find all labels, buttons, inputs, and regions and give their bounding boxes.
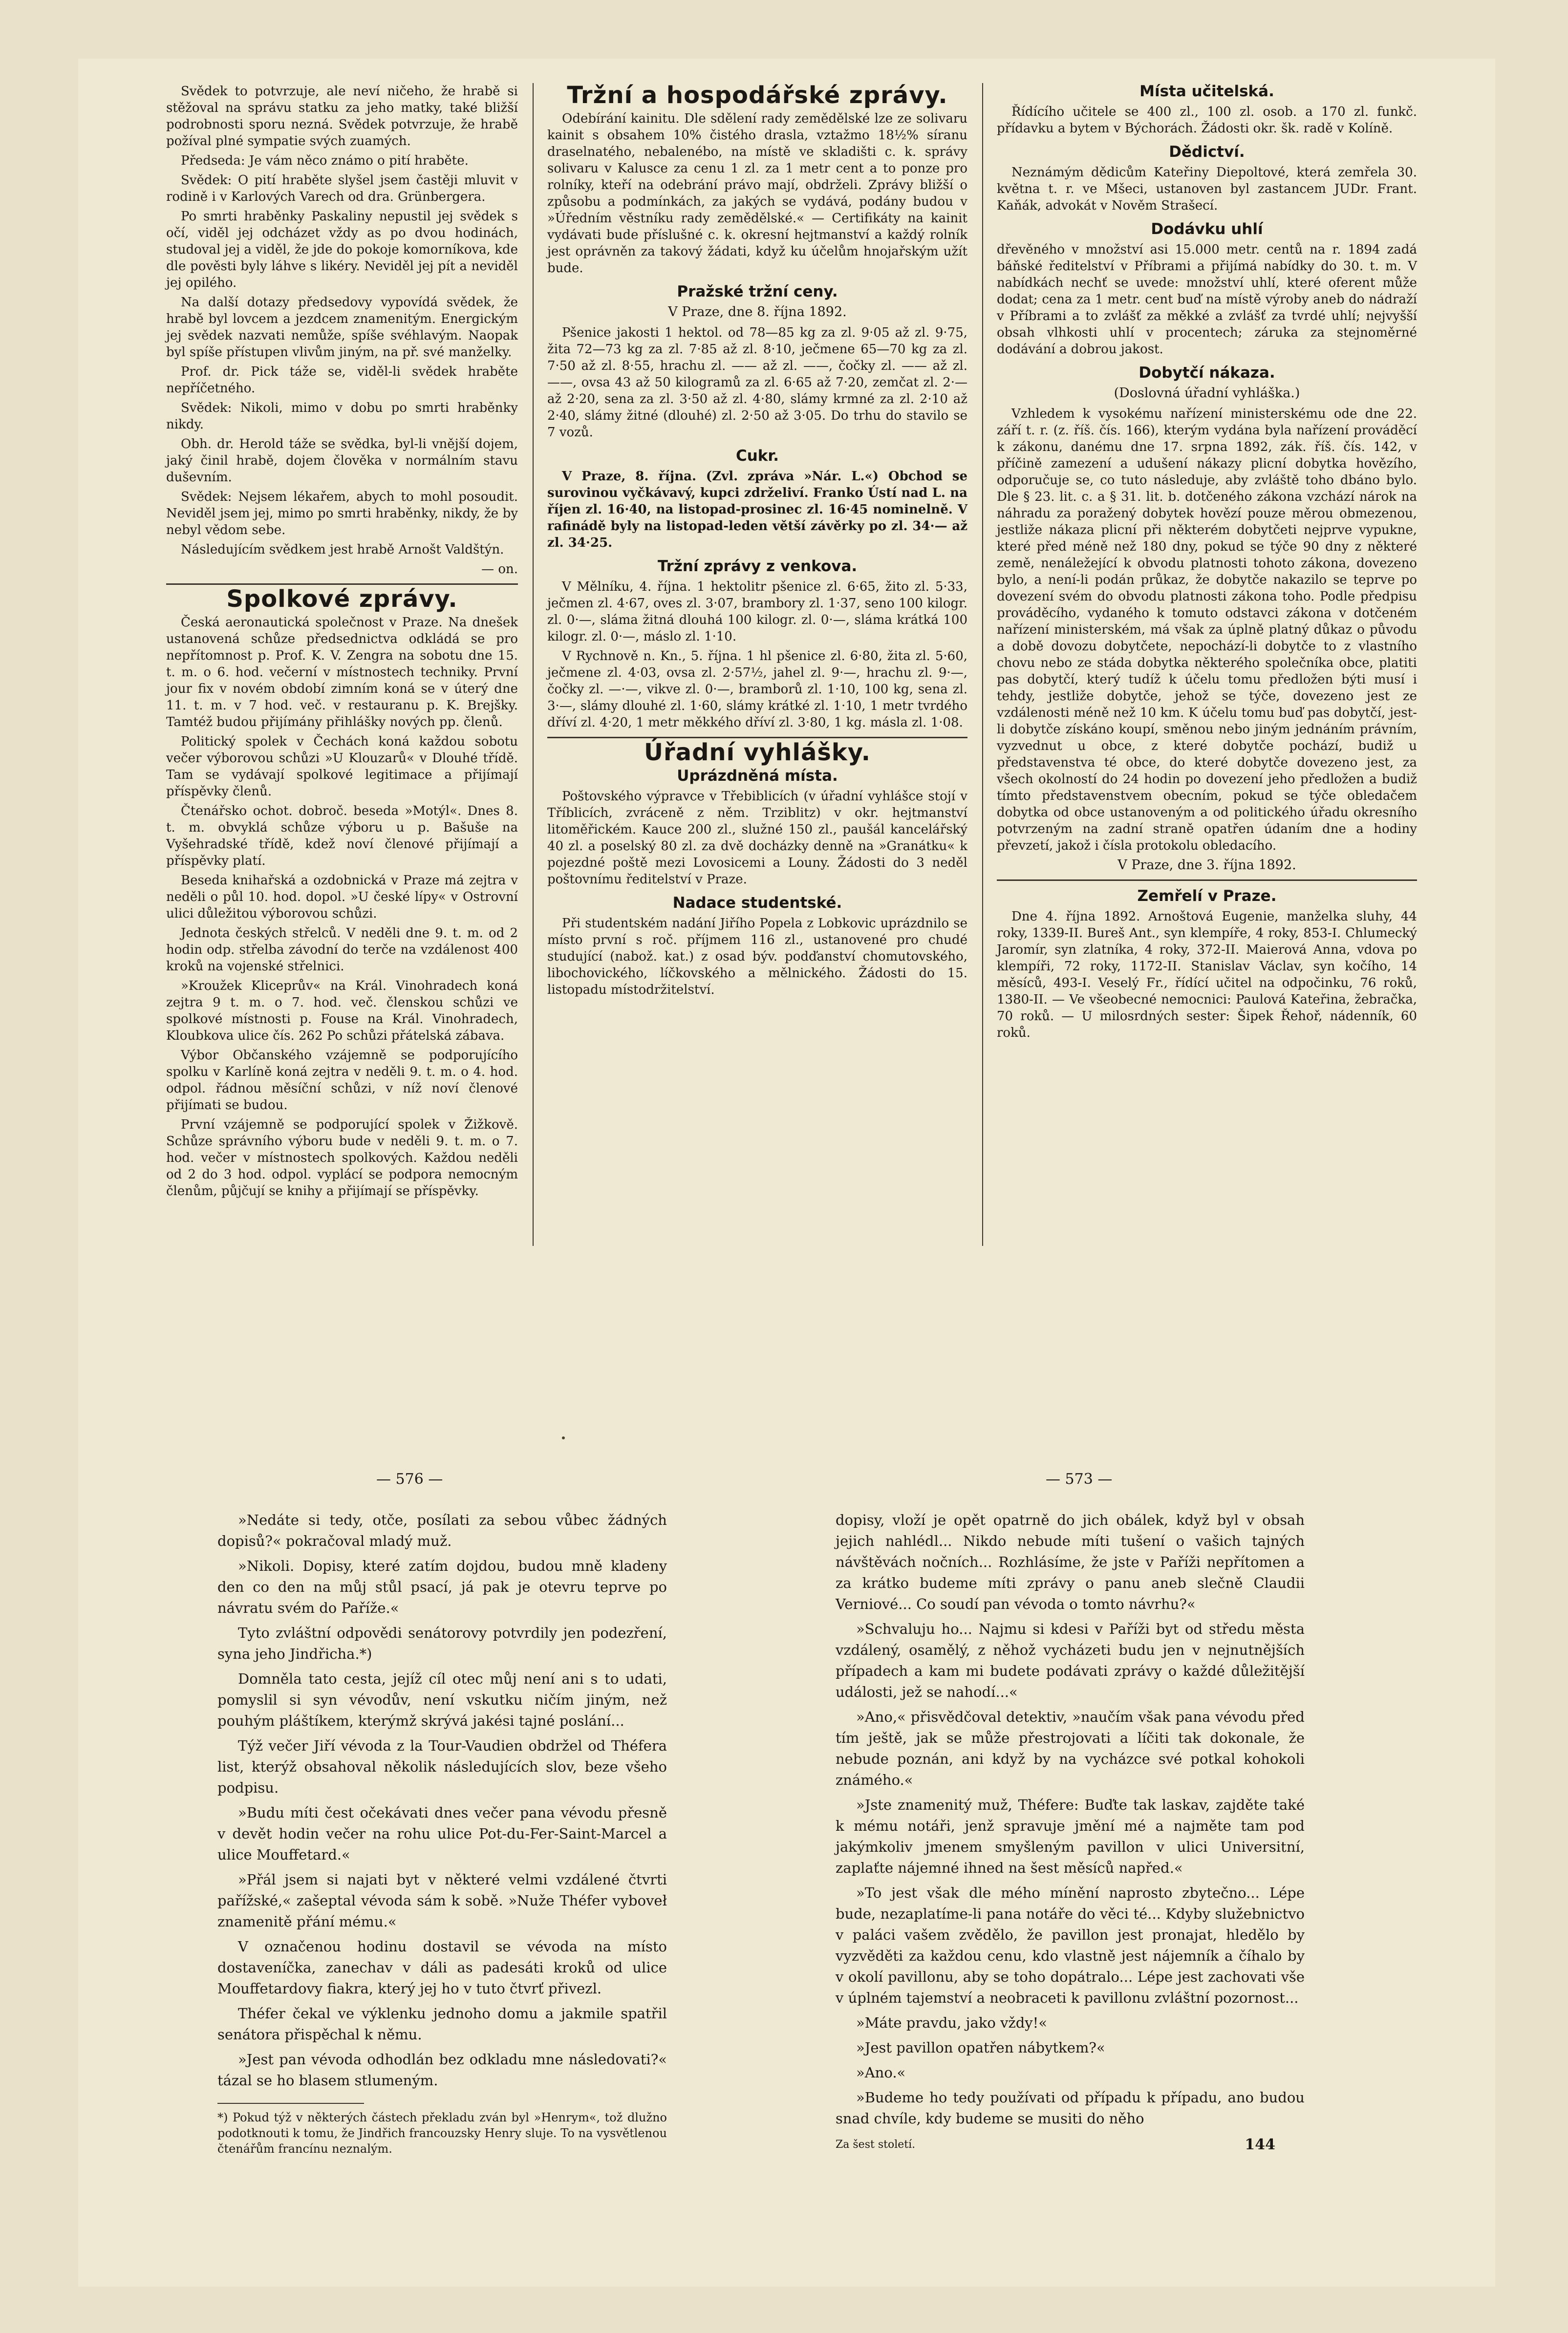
subheading: Dodávku uhlí <box>1151 220 1263 238</box>
paragraph: »Kroužek Kliceprův« na Král. Vinohradech koná zejtra 9 t. m. o 7. hod. več. členskou schůzi ve spolkové místnosti p. Fouse na Král. Vinohradech, Kloubkova ulice čís. 262 Po schůzi přátelská zábava. <box>166 979 518 1043</box>
paragraph: Obh. dr. Herold táže se svědka, byl-li vnější dojem, jaký činil hrabě, dojem člověka v normálním stavu duševním. <box>166 437 518 485</box>
paragraph: V Rychnově n. Kn., 5. října. 1 hl pšenice zl. 6·80, žita zl. 5·60, ječmene zl. 4·03, ovsa zl. 2·57½, jahel zl. 9·—, hrachu zl. 9·—, čočky zl. —·—, vikve zl. 0·—, bramborů zl. 1·10, 100 kg, sena zl. 3·—, slámy dlouhé zl. 1·60, slámy krátké zl. 1·10, 1 metr tvrdého dříví zl. 4·20, 1 metr měkkého dříví zl. 3·80, 1 kg. másla zl. 1·08. <box>547 649 967 730</box>
paragraph: Neznámým dědicům Kateřiny Diepoltové, která zemřela 30. května t. r. ve Mšeci, ustanoven byl zastancem JUDr. Frant. Kaňák, advokát v Nověm Strašecí. <box>997 165 1417 213</box>
paragraph: Týž večer Jiří vévoda z la Tour-Vaudien obdržel od Théfera list, kterýž obsahoval několik následujících slov, beze všeho podpisu. <box>217 1737 667 1796</box>
paragraph: Následujícím svědkem jest hrabě Arnošt Valdštýn. <box>181 542 504 557</box>
sheet-number: 144 <box>1245 2136 1275 2153</box>
page-footer <box>836 2134 1305 2154</box>
subheading: Zemřelí v Praze. <box>1137 887 1277 905</box>
column-divider <box>982 83 983 1246</box>
paragraph: Pšenice jakosti 1 hektol. od 78—85 kg za zl. 9·05 až zl. 9·75, žita 72—73 kg za zl. 7·85 až zl. 8·10, ječmene 65—70 kg za zl. 7·50 až zl. 8·55, hrachu zl. —— až zl. ——, čočky zl. —— až zl. ——, ovsa 43 až 50 kilogramů za zl. 6·65 až 7·20, zemčat zl. 2·— až 2·20, sena za zl. 3·50 až zl. 4·80, slámy krmné za zl. 2·10 až 2·40, slámy žitné (dlouhé) zl. 2·50 až 3·05. Do trhu do stavilo se 7 vozů. <box>547 325 967 440</box>
section-title-uradni: Úřadní vyhlášky. <box>644 739 871 766</box>
paragraph: Svědek: O pití hraběte slyšel jsem častěji mluvit v rodině i v Karlových Varech od dra. Grünbergera. <box>166 173 518 204</box>
paragraph: dřevěného v množství asi 15.000 metr. centů na r. 1894 zadá báňské ředitelství v Příbrami a přijímá nabídky do 30. t. m. V nabídkách nechť se uvede: množství uhlí, které oferent může dodat; cena za 1 metr. cent buď na místě výroby aneb do nádraží v Příbrami a to zvlášť za měkké a zvlášť za tvrdé uhlí; nejvyšší obsah vlhkosti uhlí v procentech; záruka za stejnoměrné dodávání a dobrou jakost. <box>997 242 1417 357</box>
column-3 <box>997 83 1417 1044</box>
section-rule <box>166 583 518 585</box>
paragraph: dopisy, vloží je opět opatrně do jich obálek, když byl v obsah jejich nahlédl... Nikdo nebude míti tušení o vašich tajných návštěvách nočních... Rozhlásíme, že jste v Paříži nepřítomen a za krátko budeme míti zprávy o panu aneb slečně Claudii Verniové... Co soudí pan vévoda o tomto návrhu?« <box>836 1512 1305 1612</box>
subheading: Pražské tržní ceny. <box>677 283 838 300</box>
paragraph: »Ano,« přisvědčoval detektiv, »naučím však pana vévodu před tím ještě, jak se může přestrojovati a líčiti tak dokonale, že nebude poznán, ani když by na vycházce své potkal kohokoli známého.« <box>836 1709 1305 1788</box>
book-imprint: Za šest století. <box>836 2139 916 2151</box>
subheading: Nadace studentské. <box>672 894 842 912</box>
subheading: Uprázdněná místa. <box>677 767 838 785</box>
paragraph: Poštovského výpravce v Třebiblicích (v úřadní vyhlášce stojí v Tříblicích, zvráceně z něm. Trziblitz) v okr. hejtmanství litoměřickém. Kauce 200 zl., služné 150 zl., paušál kancelářský 40 zl. a poselský 80 zl. za dvě docházky denně na »Granátku« k pojezdné poště mezi Lovosicemi a Louny. Žádosti do 3 neděl poštovnímu ředitelství v Praze. <box>547 789 967 887</box>
section-rule <box>997 879 1417 881</box>
paragraph: Politický spolek v Čechách koná každou sobotu večer výborovou schůzi »U Klouzarů« v Dlouhé třídě. Tam se vydávají spolkové legitimace a přijímají příspěvky členů. <box>166 734 518 799</box>
column-2 <box>547 83 967 1001</box>
paragraph: Jednota českých střelců. V neděli dne 9. t. m. od 2 hodin odp. střelba závodní do terče na vzdálenost 400 kroků na vojenské střelnici. <box>166 926 518 974</box>
subheading: Cukr. <box>735 447 779 465</box>
paragraph: Řídícího učitele se 400 zl., 100 zl. osob. a 170 zl. funkč. přídavku a bytem v Býchorách. Žádosti okr. šk. radě v Kolíně. <box>997 105 1417 136</box>
paragraph: Předseda: Je vám něco známo o pití hraběte. <box>181 153 469 168</box>
paragraph: V Mělníku, 4. října. 1 hektolitr pšenice zl. 6·65, žito zl. 5·33, ječmen zl. 4·67, oves zl. 3·07, brambory zl. 1·37, seno 100 kilogr. zl. 0·—, sláma žitná dlouhá 100 kilogr. zl. 0·—, sláma krátká 100 kilogr. zl. 0·—, máslo zl. 1·10. <box>547 579 967 644</box>
paragraph: Po smrti hraběnky Paskaliny nepustil jej svědek s očí, viděl jej odcházet vždy as po dvou hodinách, studoval jej a viděl, že jde do pokoje komorníkova, kde dle pověsti byly láhve s likéry. Neviděl jej pít a neviděl jej opilého. <box>166 209 518 290</box>
paragraph: »Nedáte si tedy, otče, posílati za sebou vůbec žádných dopisů?« pokračoval mladý muž. <box>217 1512 667 1549</box>
paragraph: Na další dotazy předsedovy vypovídá svědek, že hrabě byl lovcem a jezdcem znamenitým. Energickým jej svědek nazvati nemůže, spíše svéhlavým. Naopak byl spíše přístupen vlivům jiným, na př. své manželky. <box>166 295 518 360</box>
paragraph: Česká aeronautická společnost v Praze. Na dnešek ustanovená schůze předsednictva odkládá se pro nepřítomnost p. Prof. K. V. Zengra na sobotu dne 15. t. m. o 6. hod. večerní v místnostech techniky. První jour fix v novém období zimním koná se v úterý dne 11. t. m. v 7 hod. več. v restauranu p. K. Brejšky. Tamtéž budou přijímány přihlášky nových pp. členů. <box>166 615 518 729</box>
paragraph: Domněla tato cesta, jejíž cíl otec můj není ani s to udati, pomyslil si syn vévodův, není vskutku ničím jiným, než pouhým pláštíkem, kterýmž skrývá jakési tajné poslání... <box>217 1670 667 1729</box>
paragraph: Dne 4. října 1892. Arnoštová Eugenie, manželka sluhy, 44 roky, 1339-II. Bureš Ant., syn klempíře, 4 roky, 853-I. Chlumecký Jaromír, syn zlatníka, 4 roky, 372-II. Maierová Anna, vdova po klempíři, 72 roky, 1172-II. Stanislav Václav, syn kočího, 14 měsíců, 493-I. Veselý Fr., řídící učitel na odpočinku, 76 roků, 1380-II. — Ve všeobecné nemocnici: Paulová Kateřina, žebračka, 70 roků. — U milosrdných sester: Šipek Řehoř, nádenník, 60 roků. <box>997 909 1417 1040</box>
page-number-left: — 576 — <box>376 1471 443 1488</box>
paragraph: Prof. dr. Pick táže se, viděl-li svědek hraběte nepříčetného. <box>166 364 518 396</box>
footnote: *) Pokud týž v některých částech překladu zván byl »Henrym«, tož dlužno podotknouti k tomu, že Jindřich francouzsky Henry sluje. To na vysvětlenou čtenářům francínu neznalým. <box>217 2111 667 2156</box>
paragraph: »Budu míti čest očekávati dnes večer pana vévodu přesně v devět hodin večer na rohu ulice Pot-du-Fer-Saint-Marcel a ulice Mouffetard.« <box>217 1804 667 1863</box>
section-title-trzni: Tržní a hospodářské zprávy. <box>567 82 948 109</box>
subheading: Tržní zprávy z venkova. <box>657 557 858 575</box>
paragraph: Výbor Občanského vzájemně se podporujícího spolku v Karlíně koná zejtra v neděli 9. t. m. o 4. hod. odpol. řádnou měsíční schůzi, v níž noví členové přijímati se budou. <box>166 1048 518 1113</box>
paragraph: Théfer čekal ve výklenku jednoho domu a jakmile spatřil senátora přispěchal k němu. <box>217 2005 667 2043</box>
paragraph: Beseda knihařská a ozdobnická v Praze má zejtra v neděli o půl 10. hod. dopol. »U české lípy« v Ostrovní ulici důležitou výborovou schůzi. <box>166 873 518 921</box>
paragraph: Při studentském nadání Jiřího Popela z Lobkovic uprázdnilo se místo první s roč. příjmem 116 zl., ustanovené pro chudé studující (nabož. kat.) z osad býv. podďanství chomutovského, libochovického, líčkovského a mělnického. Žádosti do 15. listopadu místodržitelství. <box>547 916 967 997</box>
paragraph: Odebírání kainitu. Dle sdělení rady zemědělské lze ze solivaru kainit s obsahem 10% čistého drasla, vztažmo 18½% síranu draselnatého, nebalenébo, na místě ve skladišti c. k. správy solivaru v Kalusce za cenu 1 zl. za 1 metr cent a to ponze pro rolníky, kteří na odebrání právo mají, obdrželi. Zprávy bližší o způsobu a podmínkách, za jakých se vydává, podány budou v »Úředním věstníku rady zemědělské.« — Certifikáty na kainit vydávati bude příslušné c. k. okresní hejtmanství a každý rolník jest oprávněn za takový žádati, když ku účelům hnojařským užít bude. <box>547 111 967 276</box>
novel-page-left <box>217 1510 667 2161</box>
column-divider <box>533 83 534 1246</box>
paragraph: Svědek: Nikoli, mimo v dobu po smrti hraběnky nikdy. <box>166 401 518 432</box>
paragraph: »Přál jsem si najati byt v některé velmi vzdálené čtvrti pařížské,« zašeptal vévoda sám k sobě. »Nuže Théfer vyboveł znamenitě přání mému.« <box>217 1871 667 1930</box>
paragraph: »Schvaluju ho... Najmu si kdesi v Paříži byt od středu města vzdálený, osamělý, z něhož vycházeti budu jen v nejnutnějších případech a kam mi budete podávati zprávy o každé důležitější události, jež se nahodí...« <box>836 1621 1305 1700</box>
paragraph: V Praze, 8. října. (Zvl. zpráva »Nár. L.«) Obchod se surovinou vyčkávavý, kupci zdrželiví. Franko Ústí nad L. na říjen zl. 16·40, na listopad-prosinec zl. 16·45 nominelně. V rafinádě byly na listopad-leden větší závěrky po zl. 34·— až zl. 34·25. <box>547 469 967 550</box>
paragraph: První vzájemně se podporující spolek v Žižkově. Schůze správního výboru bude v neděli 9. t. m. o 7. hod. večer v místnostech spolkových. Každou neděli od 2 do 3 hod. odpol. vyplácí se podpora nemocným členům, půjčují se knihy a přijímají se příspěvky. <box>166 1117 518 1199</box>
newspaper-top-half <box>78 83 1495 1353</box>
paragraph: Tyto zvláštní odpovědi senátorovy potvrdily jen podezření, syna jeho Jindřicha.*) <box>217 1625 667 1662</box>
subheading: Dědictví. <box>1169 143 1245 161</box>
author-signature: — on. <box>481 562 518 577</box>
paragraph: »Jste znamenitý muž, Théfere: Buďte tak laskav, zajděte také k mému notáři, jenž spravuje jmění mé a najměte tam pod jakýmkoliv jmenem smyšleným pavillon v ulici Universitní, zaplaťte nájemné ihned na šest měsíců napřed.« <box>836 1797 1305 1876</box>
subheading: Místa učitelská. <box>1139 83 1274 100</box>
dateline: V Praze, dne 3. října 1892. <box>1117 857 1296 873</box>
paragraph: »To jest však dle mého mínění naprosto zbytečno... Lépe bude, nezaplatíme-li pana notáře do věci té... Kdyby služebnictvo v paláci vašem zvědělo, že pavillon jest pronajat, hledělo by vyzvěděti za každou cenu, kdo vlastně jest nájemník a číhalo by v okolí pavillonu, aby se toho dopátralo... Lépe jest zachovati vše v úplném tajemství a neobraceti k pavillonu zvláštní pozornost... <box>836 1884 1305 2006</box>
page-number-right: — 573 — <box>1046 1471 1113 1488</box>
footnote-rule <box>217 2103 364 2104</box>
novel-page-right <box>836 1510 1305 2154</box>
print-speck <box>562 1436 565 1439</box>
paragraph: »Ano.« <box>856 2064 906 2081</box>
paragraph: Svědek: Nejsem lékařem, abych to mohl posoudit. Neviděl jsem jej, mimo po smrti hraběnky, nikdy, že by nebyl vědom sebe. <box>166 490 518 537</box>
paragraph: »Budeme ho tedy používati od případu k případu, ano budou snad chvíle, kdy budeme se musiti do něho <box>836 2089 1305 2127</box>
paragraph: Svědek to potvrzuje, ale neví ničeho, že hrabě si stěžoval na správu statku za jeho matky, také bližší podrobnosti sporu nezná. Svědek potvrzuje, že hrabě požíval plné sympatie svých zuamých. <box>166 84 518 149</box>
subheading-note: (Doslovná úřadní vyhláška.) <box>1114 385 1300 401</box>
section-title-spolkove: Spolkové zprávy. <box>226 585 458 613</box>
dateline: V Praze, dne 8. října 1892. <box>668 304 847 320</box>
paragraph: »Jest pan vévoda odhodlán bez odkladu mne následovati?« tázal se ho blasem stlumeným. <box>217 2051 667 2089</box>
section-rule <box>547 737 967 738</box>
column-1 <box>166 83 518 1202</box>
paragraph: »Nikoli. Dopisy, které zatím dojdou, budou mně kladeny den co den na můj stůl psací, já pak je otevru teprve po návratu svém do Paříže.« <box>217 1558 667 1616</box>
paragraph: »Jest pavillon opatřen nábytkem?« <box>856 2039 1105 2056</box>
paragraph: V označenou hodinu dostavil se vévoda na místo dostaveníčka, zanechav v dáli as padesáti kroků od ulice Mouffetardovy fiakra, který jej ho v tuto čtvrť přivezl. <box>217 1938 667 1997</box>
paragraph: »Máte pravdu, jako vždy!« <box>856 2014 1048 2031</box>
subheading: Dobytčí nákaza. <box>1138 364 1275 382</box>
paragraph: Čtenářsko ochot. dobroč. beseda »Motýl«. Dnes 8. t. m. obvyklá schůze výboru u p. Bašuše na Vyšehradské třídě, kdež noví členové přijímají a příspěvky platí. <box>166 804 518 868</box>
paragraph: Vzhledem k vysokému nařízení ministerskému ode dne 22. září t. r. (z. říš. čís. 166), kterým vydána byla nařízení prováděcí k zákonu, danému dne 17. srpna 1892, zák. říš. čís. 142, v příčině zamezení a udušení nákazy plicní dobytka hovězího, odporučuje se, co tuto následuje, aby zvláště toho dbáno bylo. Dle § 23. lit. c. a § 31. lit. b. dotčeného zákona vzchází nárok na náhradu za poražený dobytek hovězí pouze měrou obmezenou, jestliže nákaza plicní při některém dobytčeti nejprve vypukne, které před méně než 180 dny, pokud se týče 90 dny z některé země, nenáležející k obvodu platnosti tohoto zákona, dovezeno bylo, a není-li podán průkaz, že dobytče nakazilo se teprve po dovezení svém do obvodu platnosti zákona toho. Podle předpisu prováděcího, vydaného k tomuto odstavci zákona v dotčeném nařízení ministerském, má však za úplně platný důkaz o původu a době dovozu dobytčete, nepochází-li dobytče to z vlastního chovu nebo ze stáda dobytka některého společníka obce, platiti pas dobytčí, který tudíž k účelu tomu předložen býti musí i tehdy, jestliže dobytče, jehož se týče, dovezeno jest ze vzdálenosti méně než 10 km. K účelu tomu buď pas dobytčí, jest-li dobytče získáno koupí, směnou nebo jiným jednáním právním, vyzvednut u obce, z které dobytče pochází, budiž u představenstva té obce, do které dobytče dovezeno jest, za všech okolností do 24 hodin po dovezení jeho předložen a budiž tímto představenstvem obecním, pokud se týče obledačem dobytka od obce ustanoveným a od politického úřadu okresního potvrzeným na zadní straně opatřen údaním dne a hodiny převzetí, jakož i čísla protokolu obledacího. <box>997 407 1417 853</box>
